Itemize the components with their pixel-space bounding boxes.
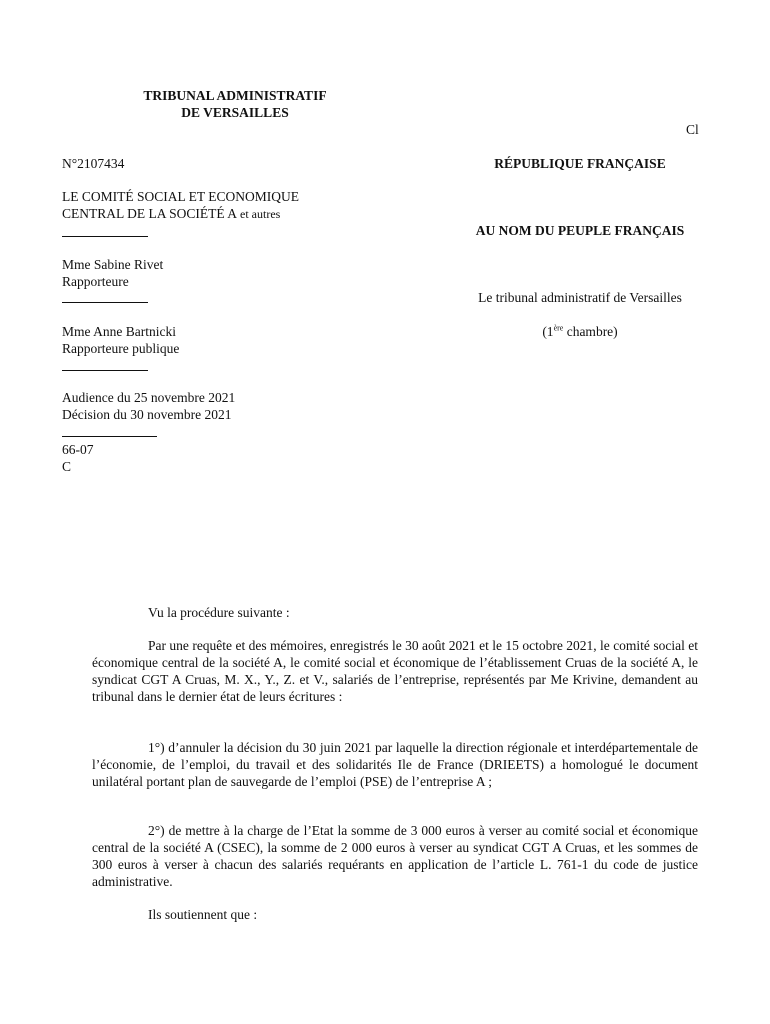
paragraph-claim-1-text: 1°) d’annuler la décision du 30 juin 2021 par laquelle la direction régionale et interdépartementale de l’économie, de l’emploi, du travail et des solidarités Ile de France (DRIEETS) a homologué le document unilatéral portant plan de sauvegarde de l’emploi (PSE) de l’entreprise A ; <box>92 740 698 789</box>
case-number: N°2107434 <box>62 156 125 171</box>
rapporteur-public-role: Rapporteure publique <box>62 341 180 356</box>
classification <box>62 441 94 475</box>
chamber-sup: ère <box>553 323 564 333</box>
dates <box>62 389 235 423</box>
parties-line2-main: CENTRAL DE LA SOCIÉTÉ A <box>62 206 237 221</box>
separator-3 <box>62 370 148 371</box>
parties <box>62 188 299 223</box>
paragraph-request-text: Par une requête et des mémoires, enregistrés le 30 août 2021 et le 15 octobre 2021, le comité social et économique central de la société A, le comité social et économique de l’établissement Cruas de la société A, le syndicat CGT A Cruas, M. X., Y., Z. et V., salariés de l’entreprise, représentés par Me Krivine, demandent au tribunal dans le dernier état de leurs écritures : <box>92 638 698 704</box>
rapporteur-name: Mme Sabine Rivet <box>62 257 164 272</box>
corner-mark: Cl <box>686 122 699 137</box>
chamber-suffix: chambre) <box>563 324 618 339</box>
republic-title: RÉPUBLIQUE FRANÇAISE <box>494 156 666 171</box>
paragraph-request <box>92 637 698 705</box>
chamber <box>440 323 720 340</box>
separator-1 <box>62 236 148 237</box>
tribunal-name: Le tribunal administratif de Versailles <box>478 290 682 305</box>
parties-line2 <box>62 205 299 223</box>
court-name <box>100 87 370 121</box>
procedure-intro: Vu la procédure suivante : <box>148 605 290 620</box>
rapporteur <box>62 256 163 290</box>
in-name-title: AU NOM DU PEUPLE FRANÇAIS <box>475 223 685 238</box>
court-name-line2: DE VERSAILLES <box>181 105 289 120</box>
parties-suffix: et autres <box>237 207 281 221</box>
arguments-intro: Ils soutiennent que : <box>148 907 258 922</box>
rapporteur-public <box>62 323 179 357</box>
rapporteur-role: Rapporteure <box>62 274 129 289</box>
paragraph-claim-2 <box>92 822 698 890</box>
parties-line1: LE COMITÉ SOCIAL ET ECONOMIQUE <box>62 189 299 204</box>
separator-2 <box>62 302 148 303</box>
classification-code: 66-07 <box>62 442 94 457</box>
hearing-date: Audience du 25 novembre 2021 <box>62 390 236 405</box>
classification-letter: C <box>62 459 72 474</box>
paragraph-claim-2-text: 2°) de mettre à la charge de l’Etat la somme de 3 000 euros à verser au comité social et économique central de la société A (CSEC), la somme de 2 000 euros à verser au syndicat CGT A Cruas, et les sommes de 300 euros à verser à chacun des salariés requérants en application de l’article L. 761-1 du code de justice administrative. <box>92 823 698 889</box>
paragraph-claim-1 <box>92 739 698 790</box>
decision-date: Décision du 30 novembre 2021 <box>62 407 232 422</box>
separator-4 <box>62 436 157 437</box>
rapporteur-public-name: Mme Anne Bartnicki <box>62 324 176 339</box>
court-name-line1: TRIBUNAL ADMINISTRATIF <box>143 88 327 103</box>
chamber-prefix: (1 <box>542 324 554 339</box>
